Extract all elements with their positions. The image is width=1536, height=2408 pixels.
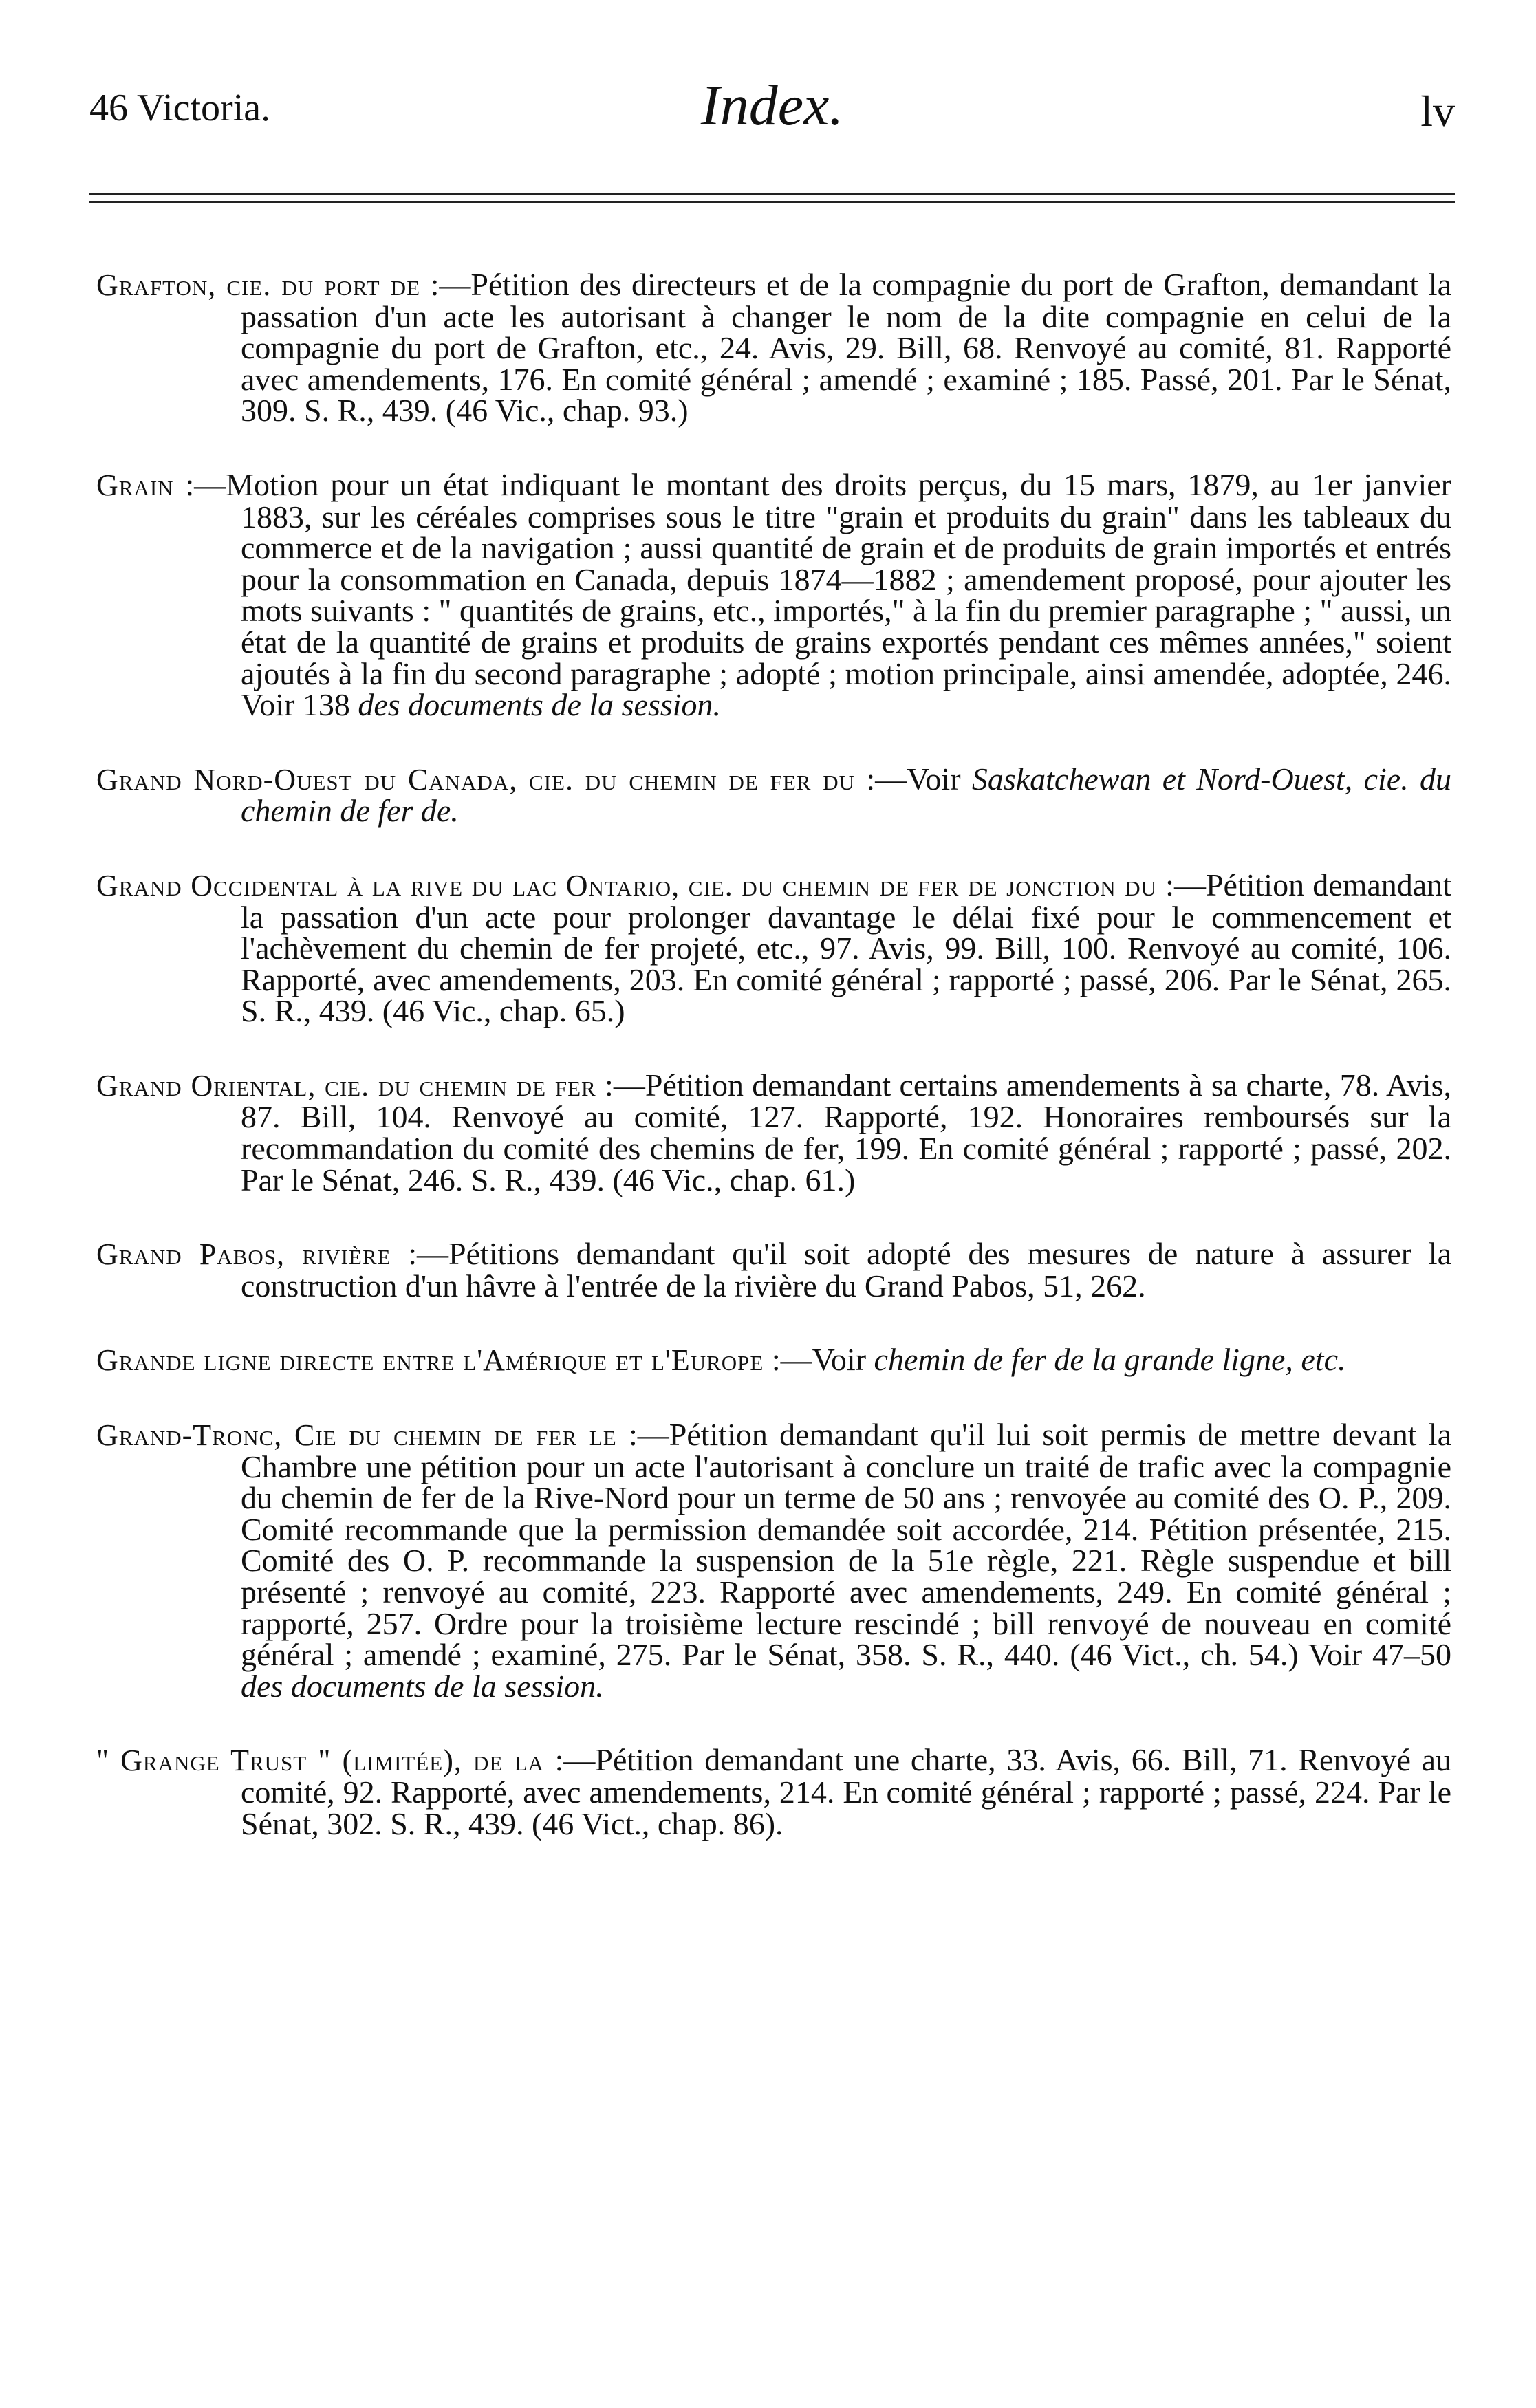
index-entry-grand-pabos xyxy=(96,1238,1451,1301)
entry-reference: Saskatchewan et Nord-Ouest, cie. du chemin de fer de. xyxy=(241,761,1451,829)
entry-heading: Grafton, cie. du port de xyxy=(96,268,421,302)
volume-label: 46 Victoria. xyxy=(89,87,271,129)
index-entry-grafton xyxy=(96,267,1451,429)
entry-text: :—Voir xyxy=(855,761,972,796)
page-number: lv xyxy=(1420,87,1455,135)
entry-reference: des documents de la session. xyxy=(241,1668,604,1704)
entry-heading: Grand Oriental, cie. du chemin de fer xyxy=(96,1068,596,1103)
entry-text: :—Pétition demandant qu'il lui soit permis de mettre devant la Chambre une pétition pour un acte l'autorisant à conclure un traité de trafic avec la compagnie du chemin de fer de la Rive-Nord pour un terme de 50 ans ; renvoyée au comité des O. P., 209. Comité recommande que la permission demandée soit accordée, 214. Pétition présentée, 215. Comité des O. P. recommande la suspension de la 51e règle, 221. Règle suspendue et bill présenté ; renvoyé au comité, 223. Rapporté avec amendements, 249. En comité général ; rapporté, 257. Ordre pour la troisième lecture rescindé ; bill renvoyé de nouveau en comité général ; amendé ; examiné, 275. Par le Sénat, 358. S. R., 440. (46 Vict., ch. 54.) Voir 47–50 xyxy=(241,1417,1451,1673)
entry-reference: des documents de la session. xyxy=(358,687,722,723)
entry-heading: " Grange Trust " (limitée), de la xyxy=(96,1744,544,1778)
entry-text: :—Pétition des directeurs et de la compagnie du port de Grafton, demandant la passation d'un acte les autorisant à changer le nom de la dite compagnie en celui de la compagnie du port de Grafton, etc., 24. Avis, 29. Bill, 68. Renvoyé au comité, 81. Rapporté avec amendements, 176. En comité général ; amendé ; examiné ; 185. Passé, 201. Par le Sénat, 309. S. R., 439. (46 Vic., chap. 93.) xyxy=(241,267,1451,429)
entry-heading: Grand Occidental à la rive du lac Ontario, cie. du chemin de fer de jonction du xyxy=(96,868,1158,902)
entry-text: :—Pétition demandant la passation d'un acte pour prolonger davantage le délai fixé pour le commencement et l'achèvement du chemin de fer projeté, etc., 97. Avis, 99. Bill, 100. Renvoyé au comité, 106. Rapporté, avec amendements, 203. En comité général ; rapporté ; passé, 206. Par le Sénat, 265. S. R., 439. (46 Vic., chap. 65.) xyxy=(241,867,1452,1029)
index-entry-grange-trust xyxy=(96,1744,1451,1839)
entry-heading: Grain xyxy=(96,468,174,502)
index-entry-grande-ligne xyxy=(96,1344,1451,1376)
running-header xyxy=(89,72,1455,138)
entry-text: :—Pétition demandant une charte, 33. Avis, 66. Bill, 71. Renvoyé au comité, 92. Rapporté, avec amendements, 214. En comité général ; rapporté ; passé, 224. Par le Sénat, 302. S. R., 439. (46 Vict., chap. 86). xyxy=(241,1742,1451,1841)
entry-text: :—Voir xyxy=(764,1342,874,1378)
index-entry-grand-occidental xyxy=(96,869,1451,1027)
entry-text: :—Pétition demandant certains amendements à sa charte, 78. Avis, 87. Bill, 104. Renvoyé au comité, 127. Rapporté, 192. Honoraires remboursés sur la recommandation du comité des chemins de fer, 199. En comité général ; rapporté ; passé, 202. Par le Sénat, 246. S. R., 439. (46 Vic., chap. 61.) xyxy=(241,1067,1451,1197)
entry-heading: Grand Nord-Ouest du Canada, cie. du chemin de fer du xyxy=(96,762,856,796)
index-entry-grain xyxy=(96,466,1451,723)
entry-heading: Grand Pabos, rivière xyxy=(96,1237,391,1272)
index-entry-grand-tronc xyxy=(96,1419,1451,1702)
entry-text: :—Motion pour un état indiquant le montant des droits perçus, du 15 mars, 1879, au 1er janvier 1883, sur les céréales comprises sous le titre "grain et produits du grain" dans les tableaux du commerce et de la navigation ; aussi quantité de grain et de produits de grain importés et entrés pour la consommation en Canada, depuis 1874—1882 ; amendement proposé, pour ajouter les mots suivants : " quantités de grains, etc., importés," à la fin du premier paragraphe ; " aussi, un état de la quantité de grains et produits de grains exportés pendant ces mêmes années," soient ajoutés à la fin du second paragraphe ; adopté ; motion principale, ainsi amendée, adoptée, 246. Voir 138 xyxy=(173,466,1451,723)
entry-heading: Grand-Tronc, Cie du chemin de fer le xyxy=(96,1418,617,1453)
header-rule-bottom xyxy=(89,201,1455,203)
index-entries xyxy=(96,237,1451,1882)
entry-reference: chemin de fer de la grande ligne, etc. xyxy=(874,1342,1346,1378)
page-title: Index. xyxy=(700,74,844,138)
header-rule-top xyxy=(89,193,1455,195)
entry-text: :—Pétitions demandant qu'il soit adopté des mesures de nature à assurer la construction d'un hâvre à l'entrée de la rivière du Grand Pabos, 51, 262. xyxy=(241,1236,1451,1303)
index-entry-grand-nord-ouest xyxy=(96,763,1451,827)
index-entry-grand-oriental xyxy=(96,1067,1451,1197)
entry-heading: Grande ligne directe entre l'Amérique et l'Europe xyxy=(96,1343,764,1378)
